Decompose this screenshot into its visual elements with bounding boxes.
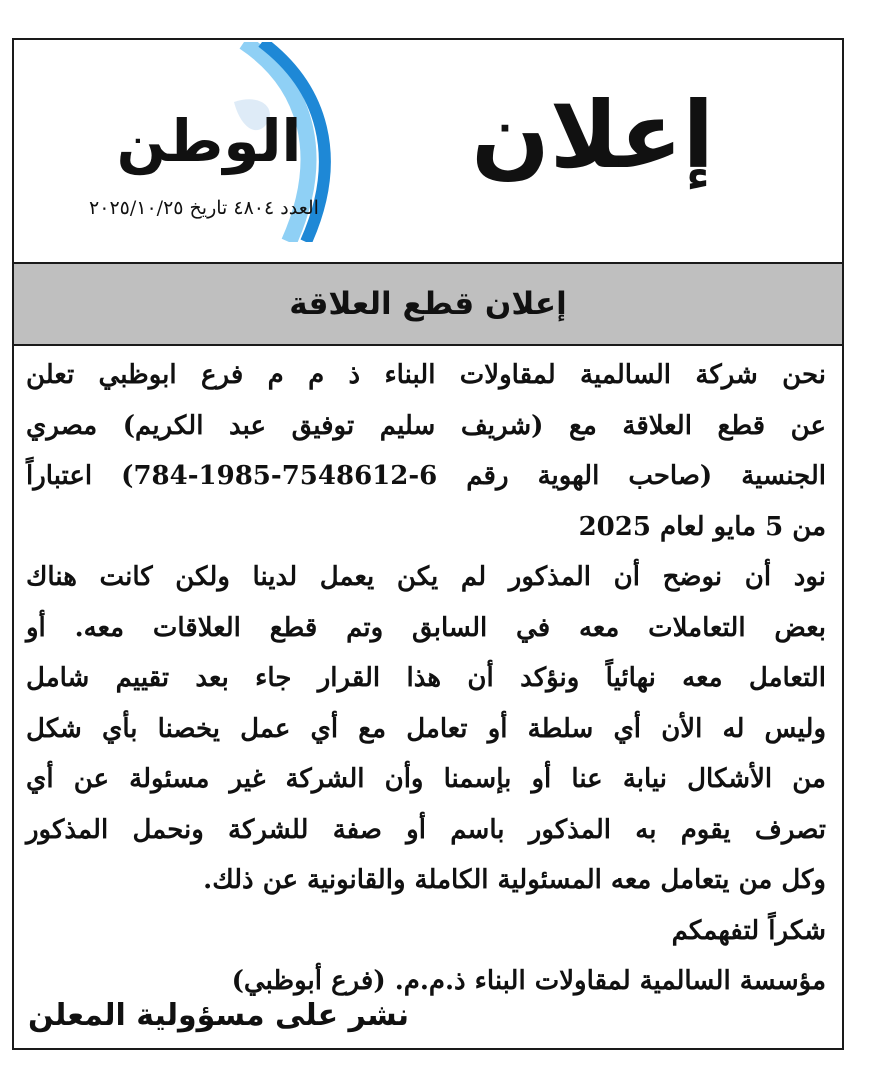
notice-line: التعامل معه نهائياً ونؤكد أن هذا القرار جاء بعد تقييم شامل xyxy=(26,663,826,693)
newspaper-name: الوطن xyxy=(116,107,302,175)
notice-line: بعض التعاملات معه في السابق وتم قطع العلاقات معه. أو xyxy=(26,612,826,643)
notice-title: إعلان قطع العلاقة xyxy=(289,286,567,322)
notice-line: من 5 مايو لعام 2025 xyxy=(578,511,826,542)
notice-body xyxy=(26,350,826,1007)
notice-line: من الأشكال نيابة عنا أو بإسمنا وأن الشركة غير مسئولة عن أي xyxy=(26,764,826,794)
issue-date-line: العدد ٤٨٠٤ تاريخ ٢٠٢٥/١٠/٢٥ xyxy=(89,197,319,219)
advertisement-frame xyxy=(12,38,844,1050)
newspaper-logo xyxy=(84,42,374,242)
notice-line: وليس له الأن أي سلطة أو تعامل مع أي عمل يخصنا بأي شكل xyxy=(26,713,826,744)
notice-line: الجنسية (صاحب الهوية رقم 6-7548612-1985-784) اعتباراً xyxy=(26,461,826,491)
notice-line: عن قطع العلاقة مع (شريف سليم توفيق عبد الكريم) مصري xyxy=(26,410,826,441)
ad-header xyxy=(14,40,842,262)
notice-line: نحن شركة السالمية لمقاولات البناء ذ م م فرع ابوظبي تعلن xyxy=(26,360,826,390)
notice-line: نود أن نوضح أن المذكور لم يكن يعمل لدينا ولكن كانت هناك xyxy=(26,562,826,592)
notice-line: وكل من يتعامل معه المسئولية الكاملة والقانونية عن ذلك. xyxy=(203,865,826,895)
notice-title-band xyxy=(14,262,842,346)
notice-line: تصرف يقوم به المذكور باسم أو صفة للشركة ونحمل المذكور xyxy=(26,814,826,845)
responsibility-note: نشر على مسؤولية المعلن xyxy=(28,998,409,1033)
notice-line: مؤسسة السالمية لمقاولات البناء ذ.م.م. (فرع أبوظبي) xyxy=(231,966,826,996)
ad-heading: إعلان xyxy=(471,82,714,189)
notice-line: شكراً لتفهمكم xyxy=(671,915,826,946)
